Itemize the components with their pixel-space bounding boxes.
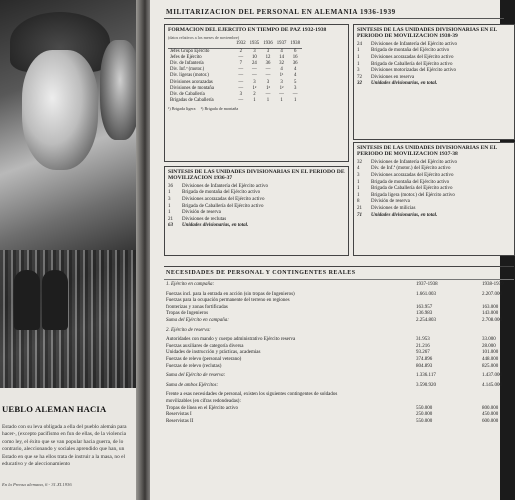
- table-cell-label: Divisiones acorazadas: [170, 79, 213, 85]
- table-cell-value: 4: [293, 73, 297, 79]
- row-value-1938: 33.000: [482, 337, 496, 343]
- table-cell-value: 3: [293, 85, 297, 91]
- table-row: [164, 399, 514, 406]
- table-cell-value: 2: [239, 48, 242, 54]
- table-row: [164, 298, 514, 305]
- list-item: [168, 197, 345, 204]
- formacion-note: ¹) Brigada ligera: [168, 106, 196, 112]
- table-cell-label: Brigadas de Caballería: [170, 98, 214, 104]
- row-value-1938: 800.000: [482, 405, 499, 411]
- list-item-label: Brigada de montaña del Ejército activo: [371, 48, 450, 54]
- table-header-year: 1936: [263, 41, 273, 47]
- list-item-label: División de reserva: [182, 210, 221, 216]
- list-item-label: Divisiones de Infantería del Ejército activo: [371, 159, 457, 165]
- table-row: [168, 48, 302, 55]
- row-label: movilizables (en cifras redondeadas):: [166, 398, 241, 404]
- table-cell-label: Jefes de Ejército: [170, 54, 202, 60]
- table-cell-value: 3: [280, 79, 283, 85]
- list-item-count: 24: [357, 41, 362, 47]
- row-label: Fuerzas de relevo (personal veterano): [166, 356, 242, 362]
- row-value-1937: 1.661.003: [416, 291, 436, 297]
- table-cell-value: 16: [292, 54, 298, 60]
- formacion-subtitle: (datos relativos a los meses de noviembre): [168, 35, 240, 41]
- table-row: [164, 350, 514, 357]
- left-footnote: En la Prensa alemana, 6 - 31.XI.1936: [2, 482, 72, 487]
- list-total-count: 63: [168, 223, 173, 229]
- list-item-label: Brigada de Caballería del Ejército activo: [371, 61, 453, 67]
- table-cell-value: 2: [253, 92, 256, 98]
- list-item-count: 1: [357, 61, 360, 67]
- list-item: [357, 166, 511, 173]
- list-item: [168, 210, 345, 217]
- table-row: [164, 318, 514, 325]
- table-row: [164, 328, 514, 335]
- table-row: [168, 98, 302, 104]
- row-value-1937: 21.216: [416, 343, 430, 349]
- sintesis-1937-title: SINTESIS DE LAS UNIDADES DIVISIONARIAS EN EL PERIODO DE MOVILIZACION 1937-38: [357, 145, 497, 158]
- list-item-count: 36: [168, 183, 173, 189]
- row-label: Autoridades con mando y cuerpo administrativo Ejército reserva: [166, 337, 296, 343]
- row-value-1938: 28.000: [482, 343, 496, 349]
- list-total-label: Unidades divisionarias, en total.: [182, 223, 249, 229]
- list-item-count: 21: [168, 216, 173, 222]
- table-cell-value: 1: [280, 98, 283, 104]
- table-header-year: 1938: [290, 41, 300, 47]
- list-item: [357, 55, 511, 62]
- list-item-label: Brigada de montaña del Ejército activo: [182, 190, 261, 196]
- list-total: [168, 223, 345, 230]
- row-label: Reservistas I: [166, 412, 192, 418]
- list-item: [168, 217, 345, 224]
- table-cell-value: —: [238, 54, 244, 60]
- necesidades-title: NECESIDADES DE PERSONAL Y CONTINGENTES REALES: [166, 270, 356, 276]
- table-cell-value: 32: [279, 61, 284, 67]
- list-item: [168, 204, 345, 211]
- table-header-year: 1935: [249, 41, 260, 47]
- list-item: [357, 62, 511, 69]
- table-cell-value: 36: [292, 61, 298, 67]
- row-value-1938: 825.000: [482, 363, 499, 369]
- table-cell-value: 3: [253, 48, 256, 54]
- list-item-count: 3: [168, 197, 171, 202]
- list-item-count: 1: [357, 192, 360, 198]
- list-item: [357, 42, 511, 49]
- formacion-note: ²) Brigada de montaña: [200, 106, 239, 112]
- table-cell-value: 1: [253, 98, 256, 104]
- row-label: Frente a esas necesidades de personal, existen los siguientes contingentes de soldados: [166, 392, 338, 398]
- row-value-1938: 163.000: [482, 304, 499, 310]
- sintesis-1938-box: [353, 24, 515, 140]
- sintesis-1938-title: SINTESIS DE LAS UNIDADES DIVISIONARIAS EN EL PERIODO DE MOVILIZACION 1938-39: [357, 27, 497, 40]
- row-value-1938: 101.000: [482, 350, 499, 356]
- row-label: fronterizas y zonas fortificadas: [166, 304, 228, 310]
- list-item-label: Divisiones acorazadas del Ejército activo: [182, 197, 265, 202]
- formacion-table-box: [164, 24, 349, 162]
- list-item-label: Brigada de Caballería del Ejército activo: [371, 186, 453, 192]
- left-page: [0, 0, 140, 500]
- list-item-label: Divisiones acorazadas del Ejército activo: [371, 173, 454, 178]
- list-item-count: 1: [168, 210, 171, 216]
- row-value-1937: 93.267: [416, 350, 430, 356]
- table-row: [164, 392, 514, 399]
- table-cell-value: 4: [280, 48, 283, 54]
- list-total: [357, 81, 511, 88]
- list-item: [357, 68, 511, 75]
- list-item: [357, 75, 511, 82]
- table-cell-value: —: [279, 92, 284, 98]
- right-page: [150, 0, 504, 500]
- sintesis-1936-box: [164, 166, 349, 256]
- row-label: Suma del Ejército de reserva:: [166, 373, 226, 379]
- table-cell-value: —: [251, 67, 257, 73]
- table-row: [164, 337, 514, 344]
- photo-soldier-figure: [14, 270, 40, 330]
- table-cell-label: Div. de Infantería: [170, 61, 204, 67]
- list-item-label: Divisiones de milicias: [371, 205, 416, 211]
- left-body-text: Estado con su leva obligada a ella del pueblo alemán para hacer-, (excepto pacifismo en fun de ellas, de la violencia como ley, el éxito que se van popular hacia guerra, de lo contrario, aleccionando y sociales aprendido que han, un Estado en que se ha ellos trata de instruir a la masa, no el educativo y de aleccionamiento: [2, 424, 127, 468]
- necesidades-lines: [164, 282, 514, 425]
- table-cell-value: 6: [293, 48, 297, 54]
- photo-second-face: [100, 40, 140, 140]
- row-label: Unidades de instrucción y prácticas, academias: [166, 350, 261, 356]
- row-value-1937: 250.000: [416, 412, 433, 418]
- row-value-1937: 1.336.117: [416, 373, 436, 379]
- table-row: [164, 282, 514, 289]
- list-item-count: 1: [357, 179, 360, 185]
- table-cell-value: 36: [265, 61, 271, 67]
- row-value-1937: 163.957: [416, 304, 433, 310]
- table-cell-value: —: [292, 92, 298, 98]
- row-value-1937: 1937-1938: [416, 282, 438, 287]
- table-cell-label: Div. Inf.ª (motor.): [170, 67, 205, 73]
- table-cell-value: —: [238, 85, 244, 91]
- list-item-label: Div. de Inf.ª (motor.) del Ejército activo: [371, 166, 451, 172]
- table-row: [164, 406, 514, 413]
- row-value-1938: 143.000: [482, 311, 499, 317]
- list-item-count: 8: [357, 199, 360, 205]
- row-value-1938: 1938-1939: [482, 282, 504, 287]
- table-cell-label: Div. ligeras (motor.): [170, 73, 209, 79]
- photo-soldier-figure: [42, 270, 68, 330]
- table-cell-value: 1: [266, 98, 270, 104]
- table-cell-value: 1¹: [279, 73, 284, 79]
- table-row: [164, 311, 514, 318]
- table-cell-value: —: [238, 73, 244, 79]
- table-row: [164, 357, 514, 364]
- table-cell-value: 1²: [279, 85, 284, 91]
- table-row: [164, 412, 514, 419]
- sintesis-1938-list: [357, 42, 511, 88]
- row-value-1937: 136.983: [416, 311, 433, 317]
- row-label: 1. Ejército en campaña:: [166, 282, 215, 287]
- table-row: [164, 344, 514, 351]
- row-value-1938: 448.000: [482, 356, 499, 362]
- list-item-label: Divisiones de Infantería del Ejército activo: [371, 41, 457, 47]
- necesidades-divider: [164, 279, 514, 280]
- list-item-label: Brigada de montaña del Ejército activo: [371, 179, 450, 185]
- list-total-count: 32: [357, 81, 362, 87]
- table-cell-value: —: [238, 67, 244, 73]
- row-label: Reservistas II: [166, 418, 194, 424]
- row-label: Fuerzas auxiliares de categoría diversa: [166, 343, 244, 349]
- list-item: [357, 186, 511, 193]
- list-item-count: 1: [357, 186, 360, 192]
- table-cell-value: 14: [279, 54, 284, 60]
- row-label: 2. Ejército de reserva:: [166, 327, 211, 333]
- row-value-1937: 374.896: [416, 356, 433, 362]
- necesidades-section: [164, 266, 514, 425]
- formacion-notes: [168, 106, 345, 111]
- row-value-1938: 1.437.000: [482, 373, 502, 379]
- row-label: Fuerzas para la ocupación permanente del terreno en regiones: [166, 298, 290, 304]
- table-cell-value: 3: [253, 79, 256, 85]
- formacion-table: [168, 41, 302, 104]
- table-cell-value: 1²: [252, 85, 257, 91]
- title-divider: [164, 18, 504, 19]
- list-item-label: Divisiones en reserva: [371, 74, 415, 80]
- table-cell-label: Divisiones de montaña: [170, 85, 214, 91]
- table-cell-value: 4: [293, 67, 297, 73]
- table-header-year: 1932: [236, 41, 246, 47]
- list-total-label: Unidades divisionarias, en total.: [371, 212, 438, 218]
- table-cell-value: 7: [239, 61, 242, 67]
- row-label: Tropas de Ingenieros: [166, 311, 209, 317]
- list-item-count: 1: [168, 190, 171, 196]
- list-item: [168, 190, 345, 197]
- row-label: Fuerzas de relevo (reclutas): [166, 363, 222, 369]
- page-title: MILITARIZACION DEL PERSONAL EN ALEMANIA 1936-1939: [166, 8, 396, 16]
- table-header-empty: [168, 41, 234, 48]
- table-cell-value: 5: [293, 79, 297, 85]
- row-value-1937: 2.254.803: [416, 317, 436, 323]
- row-label: Fuerzas incl. para la entrada en acción (sin tropas de Ingenieros): [166, 291, 295, 297]
- table-cell-value: —: [251, 73, 257, 79]
- table-cell-value: 3: [239, 92, 242, 98]
- list-item-count: 72: [357, 74, 362, 80]
- table-header-year: 1937: [276, 41, 287, 47]
- row-value-1938: 450.000: [482, 412, 499, 418]
- propaganda-photo: [0, 0, 136, 388]
- list-item: [357, 199, 511, 206]
- list-item: [357, 206, 511, 213]
- left-heading: UEBLO ALEMAN HACIA: [2, 404, 107, 414]
- table-row: [164, 364, 514, 371]
- table-cell-value: —: [238, 98, 244, 104]
- table-cell-value: 24: [251, 61, 257, 67]
- list-item-label: Brigada ligera (motor.) del Ejército activo: [371, 192, 455, 198]
- row-label: Suma de ambos Ejércitos:: [166, 382, 219, 388]
- list-item: [357, 173, 511, 180]
- table-cell-value: 4: [280, 67, 283, 73]
- sintesis-1936-list: [168, 184, 345, 230]
- list-item-label: Divisiones motorizadas del Ejército activo: [371, 68, 456, 74]
- list-item: [168, 184, 345, 191]
- list-item: [357, 193, 511, 200]
- row-value-1937: 3.590.920: [416, 382, 436, 388]
- list-item-count: 3: [357, 68, 360, 74]
- table-cell-value: —: [265, 67, 271, 73]
- row-value-1937: 550.000: [416, 418, 433, 424]
- list-item-label: Divisiones de Infantería del Ejército activo: [182, 183, 268, 189]
- table-cell-value: 12: [265, 54, 271, 60]
- list-item-label: División de reserva: [371, 199, 410, 205]
- table-cell-value: —: [238, 79, 244, 85]
- list-item-label: Brigada de Caballería del Ejército activo: [182, 203, 264, 209]
- table-cell-value: 1²: [266, 85, 270, 91]
- row-value-1938: 600.000: [482, 418, 499, 424]
- row-label: Tropas de línea en el Ejército activo: [166, 405, 239, 411]
- sintesis-1936-title: SINTESIS DE LAS UNIDADES DIVISIONARIAS EN EL PERIODO DE MOVILIZACION 1936-37: [168, 169, 345, 182]
- list-item-count: 1: [168, 203, 171, 209]
- table-cell-label: Jefes Grupo Ejército: [170, 48, 210, 54]
- table-cell-label: Div. de Caballería: [170, 92, 205, 98]
- table-cell-value: —: [265, 92, 271, 98]
- table-cell-value: 3: [266, 48, 270, 54]
- list-item-count: 1: [357, 48, 360, 54]
- list-item-count: 4: [357, 166, 360, 172]
- row-value-1937: 31.953: [416, 337, 430, 343]
- list-item-count: 3: [357, 173, 360, 178]
- list-item-count: 1: [357, 55, 360, 60]
- row-value-1937: 550.000: [416, 405, 433, 411]
- list-item: [357, 180, 511, 187]
- row-value-1938: 4.145.000: [482, 382, 502, 388]
- formacion-title: FORMACION DEL EJERCITO EN TIEMPO DE PAZ 1932-1938: [168, 27, 327, 33]
- table-row: [164, 419, 514, 426]
- list-total-count: 71: [357, 212, 362, 218]
- list-total-label: Unidades divisionarias, en total.: [371, 81, 438, 87]
- list-item-label: Divisiones de reclutas: [182, 216, 227, 222]
- table-cell-value: 3: [266, 79, 270, 85]
- table-cell-value: 10: [251, 54, 257, 60]
- table-cell-value: 1: [293, 98, 297, 104]
- sintesis-1937-box: [353, 142, 515, 256]
- table-row: [164, 383, 514, 390]
- list-item: [357, 48, 511, 55]
- list-item-label: Divisiones acorazadas del Ejército activo: [371, 55, 454, 60]
- row-label: Suma del Ejército en campaña:: [166, 317, 229, 323]
- table-row: [164, 305, 514, 312]
- list-item-count: 21: [357, 205, 362, 211]
- table-cell-value: —: [265, 73, 271, 79]
- row-value-1937: 804.893: [416, 363, 433, 369]
- formacion-table-body: [168, 48, 302, 104]
- row-value-1938: 2.708.000: [482, 317, 502, 323]
- list-total: [357, 213, 511, 220]
- list-item-count: 32: [357, 159, 362, 165]
- table-row: [164, 292, 514, 299]
- table-row: [164, 373, 514, 380]
- sintesis-1937-list: [357, 160, 511, 219]
- row-value-1938: 2.207.000: [482, 291, 502, 297]
- photo-soldier-face: [22, 50, 98, 170]
